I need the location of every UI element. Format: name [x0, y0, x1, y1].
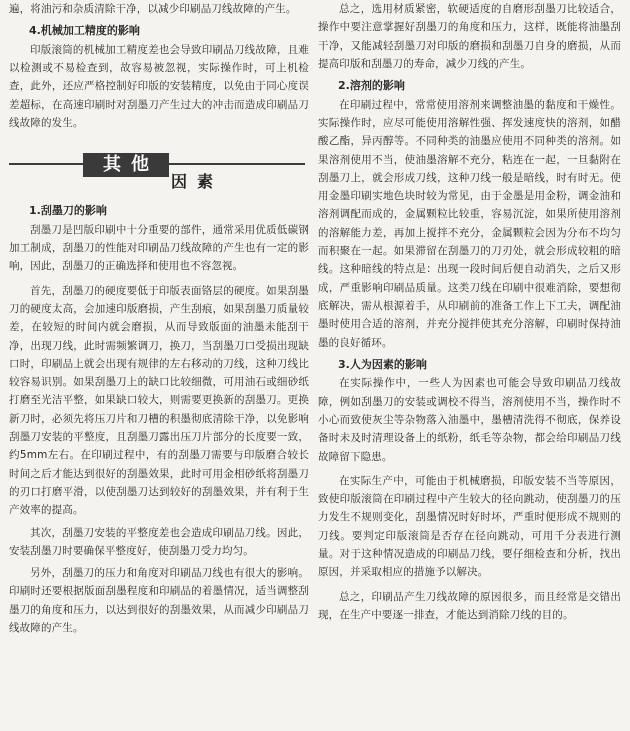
- left-column: [9, 0, 309, 637]
- paragraph-blade-2: 首先，刮墨刀的硬度要低于印版表面铬层的硬度。如果刮墨刀的硬度太高，会加速印版磨损，产生刮痕，如果刮墨刀质量较差，在较短的时间内就会磨损，从而导致版面的油墨未能刮干净，出现刀线，此时需频繁调刀，换刀，当刮墨刀口受损出现缺口时，印刷品上就会出现有规律的左右移动的刀线，这种刀线比较容易识别。如果刮墨刀上的缺口比较细微，可用油石或细砂纸打磨至光洁平整，如果缺口较大，则需要更换新的刮墨刀。更换新刀时，必须先将压刀片和刀槽的积墨彻底清除干净，以免影响刮墨刀安装的平整度，且刮墨刀露出压刀片部分的长度要一致，约5mm左右。在印刷过程中，有的刮墨刀需要与印版磨合较长时间之后才能达到很好的刮墨效果，此时可用金相砂纸将刮墨刀的刃口打磨平滑，以使刮墨刀达到较好的刮墨效果，并有利于生产效率的提高。: [9, 284, 309, 517]
- paragraph-summary-2: 总之，印刷品产生刀线故障的原因很多，而且经常是交错出现，在生产中要逐一排查，才能达到消除刀线的目的。: [318, 590, 621, 621]
- paragraph-summary-1: 总之，选用材质紧密，软硬适度的自磨形刮墨刀比较适合，操作中要注意掌握好刮墨刀的角度和压力，这样，既能将油墨刮干净，又能减轻刮墨刀对印版的磨损和刮墨刀自身的磨损，从而提高印版和刮墨刀的寿命，减少刀线的产生。: [318, 3, 621, 70]
- section-banner: [9, 140, 309, 196]
- paragraph-blade-3: 其次，刮墨刀安装的平整度差也会造成印刷品刀线。因此，安装刮墨刀时要确保平整度好，使刮墨刀受力均匀。: [9, 526, 309, 557]
- paragraph-blade-4: 另外，刮墨刀的压力和角度对印刷品刀线也有很大的影响。印刷时还要根据版面刮墨程度和印刷品的着墨情况，适当调整刮墨刀的角度和压力，以达到很好的刮墨效果，从而减少印刷品刀线故障的产生。: [9, 567, 309, 635]
- heading-solvent: 2.溶剂的影响: [338, 79, 405, 93]
- heading-mechanical-precision: 4.机械加工精度的影响: [29, 24, 140, 38]
- banner-title: 其他: [83, 153, 169, 177]
- paragraph-solvent: 在印刷过程中，常常使用溶剂来调整油墨的黏度和干燥性。实际操作时，应尽可能使用溶解性强、挥发速度快的溶剂，如醋酸乙酯，异丙醇等。不同种类的油墨应使用不同种类的溶剂。如果溶剂使用不当，使油墨溶解不充分，粘连在一起，一旦黏附在刮墨刀上，就会形成刀线，这种刀线一般是暗线，时有时无。使用金墨印刷实地色块时较为常见，由于金墨是用金粉，调金油和溶剂调配而成的，金属颗粒比较重，容易沉淀，如果所使用溶剂的溶解能力差，再加上搅拌不充分，金属颗粒会因为分布不均匀而积聚在一起。如果滞留在刮墨刀的刀刃处，就会形成较粗的暗线。这种暗线的特点是：出现一段时间后便自动消失，之后又形成，严重影响印刷品质量。这类刀线在印刷中很难消除，要想彻底解决，需从根源着手，从印刷前的准备工作上下工夫，调配油墨时使用合适的溶剂，并充分搅拌使其充分溶解，印刷时保持油墨的良好循环。: [318, 98, 621, 349]
- heading-blade: 1.刮墨刀的影响: [29, 204, 107, 218]
- paragraph-cont: 遍，将油污和杂质清除干净，以减少印刷品刀线故障的产生。: [9, 3, 297, 15]
- banner-subtitle: 因素: [171, 172, 224, 192]
- paragraph-mechanical: 印版滚筒的机械加工精度差也会导致印刷品刀线故障，且难以检测或不易检查到，故容易被忽视，实际操作时，可上机检查，此外，还应严格控制好印版的安装精度，以免由于同心度误差超标，在高速印刷时对刮墨刀产生过大的冲击而造成印刷品刀线故障的发生。: [9, 43, 309, 129]
- paragraph-human-1: 在实际操作中，一些人为因素也可能会导致印刷品刀线故障，例如刮墨刀的安装或调校不得当，溶剂使用不当，操作时不小心而致使灰尘等杂物落入油墨中，墨槽清洗得不彻底，保养设备时未及时清理设备上的纸粉，纸毛等杂物，都会给印刷品刀线故障留下隐患。: [318, 377, 621, 463]
- heading-human-factors: 3.人为因素的影响: [338, 357, 427, 371]
- paragraph-human-2: 在实际生产中，可能由于机械磨损，印版安装不当等原因，致使印版滚筒在印刷过程中产生较大的径向跳动，使刮墨刀的压力发生不规则变化，刮墨情况时好时坏，严重时便形成不规则的刀线。要判定印版滚筒是否存在径向跳动，可用千分表进行测量。对于这种情况造成的印刷品刀线，要仔细检查和分析，找出原因，并采取相应的措施予以解决。: [318, 474, 621, 579]
- paragraph-blade-1: 刮墨刀是凹版印刷中十分重要的部件，通常采用优质低碳钢加工制成，刮墨刀的性能对印刷品刀线故障的产生也有一定的影响，因此，刮墨刀的正确选择和使用也不容忽视。: [9, 223, 309, 273]
- right-column: [318, 0, 621, 624]
